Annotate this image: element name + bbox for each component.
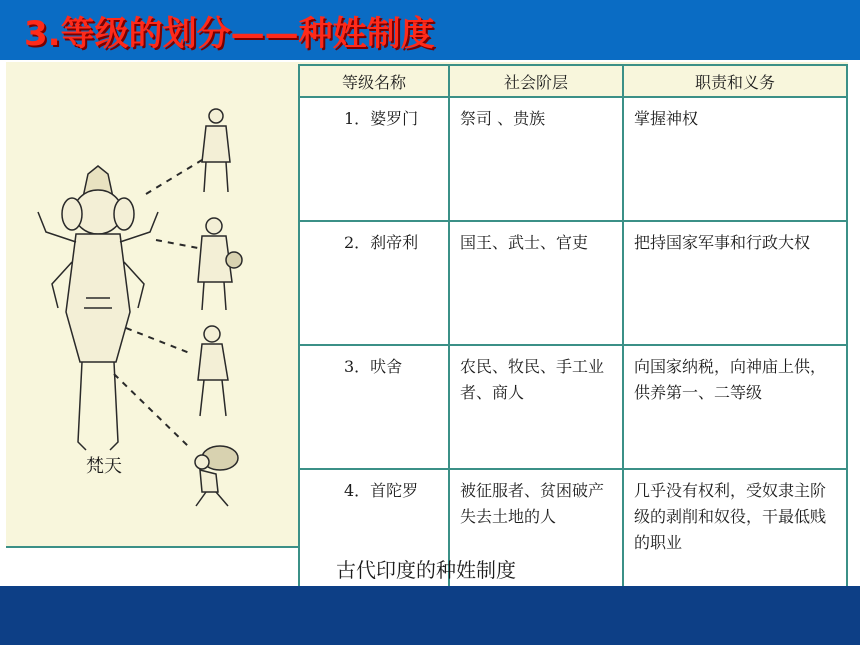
social-class: 祭司 、贵族 (449, 97, 623, 221)
illustration-canvas (6, 62, 298, 546)
table-row (299, 97, 847, 221)
caste-name: 4．首陀罗 (299, 469, 449, 593)
caste-table (298, 64, 848, 594)
figure-caption: 古代印度的种姓制度 (336, 558, 516, 582)
duties: 几乎没有权利，受奴隶主阶级的剥削和奴役，干最低贱的职业 (623, 469, 847, 593)
duties: 把持国家军事和行政大权 (623, 221, 847, 345)
title-bar (0, 0, 860, 60)
peasant-icon (198, 326, 228, 416)
priest-icon (202, 109, 230, 192)
header-duties: 职责和义务 (623, 65, 847, 97)
header-social-class: 社会阶层 (449, 65, 623, 97)
duties: 向国家纳税，向神庙上供，供养第一、二等级 (623, 345, 847, 469)
table-header-row (299, 65, 847, 97)
brahma-icon (38, 166, 158, 450)
caste-name: 3．吠舍 (299, 345, 449, 469)
social-class: 农民、牧民、手工业者、商人 (449, 345, 623, 469)
slide-title: 3.等级的划分——种姓制度 (24, 14, 435, 54)
laborer-icon (195, 446, 238, 506)
social-class: 被征服者、贫困破产失去土地的人 (449, 469, 623, 593)
caste-name: 2．刹帝利 (299, 221, 449, 345)
caste-name: 1．婆罗门 (299, 97, 449, 221)
header-caste-name: 等级名称 (299, 65, 449, 97)
social-class: 国王、武士、官吏 (449, 221, 623, 345)
caste-illustration (6, 62, 298, 546)
footer-bar (0, 586, 860, 645)
caste-figure (6, 62, 848, 552)
duties: 掌握神权 (623, 97, 847, 221)
warrior-icon (198, 218, 242, 310)
table-row (299, 345, 847, 469)
deity-label: 梵天 (86, 456, 122, 477)
table-row (299, 221, 847, 345)
